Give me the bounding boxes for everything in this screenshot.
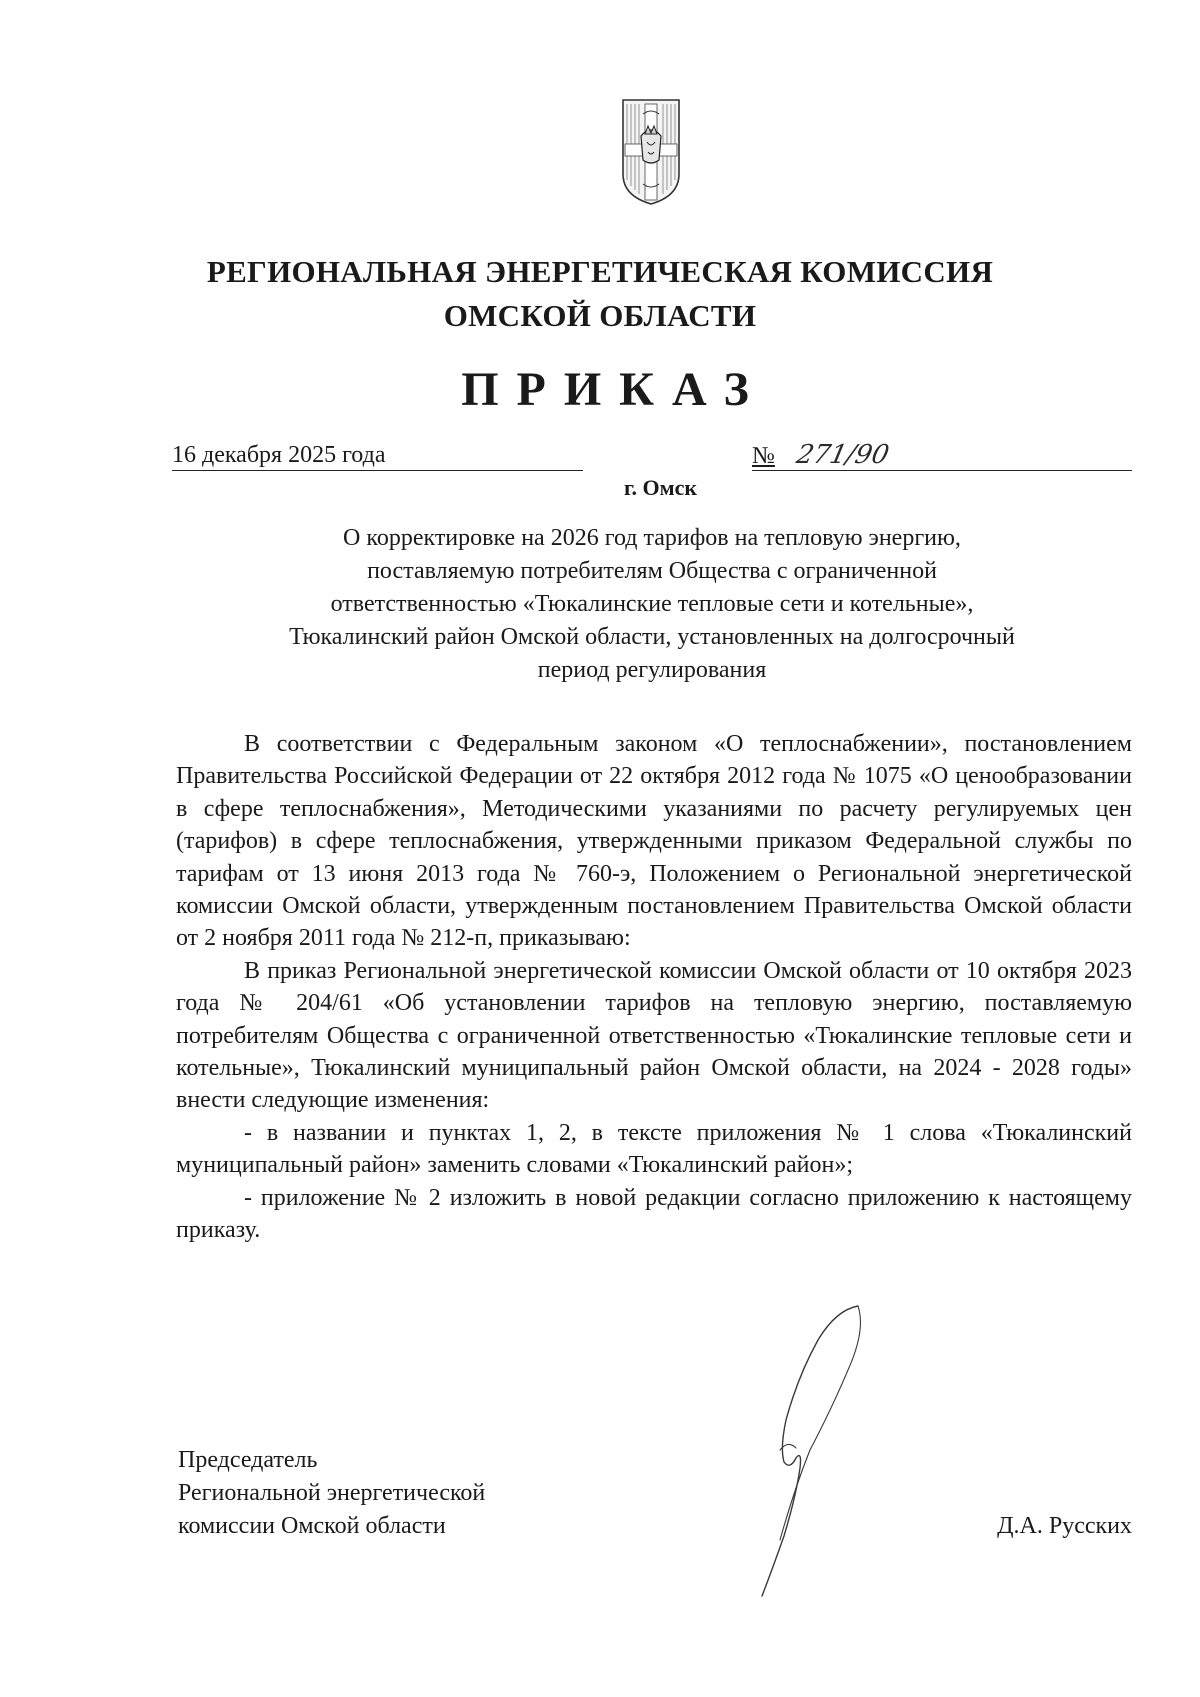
order-body (176, 728, 1132, 1247)
document-type-title: ПРИКАЗ (461, 363, 767, 416)
handwritten-signature (740, 1300, 880, 1600)
subject-line: Тюкалинский район Омской области, установленных на долгосрочный (289, 624, 1015, 650)
coat-of-arms-emblem (619, 96, 683, 208)
signatory-name: Д.А. Русских (997, 1513, 1132, 1539)
subject-line: ответственностью «Тюкалинские тепловые сети и котельные», (330, 591, 974, 617)
signatory-position (178, 1444, 485, 1543)
position-line: комиссии Омской области (178, 1513, 446, 1539)
body-paragraph-change-2: - приложение № 2 изложить в новой редакции согласно приложению к настоящему приказу. (176, 1184, 1132, 1244)
organization-name-line1: РЕГИОНАЛЬНАЯ ЭНЕРГЕТИЧЕСКАЯ КОМИССИЯ (206, 254, 994, 289)
body-paragraph-legal-basis: В соответствии с Федеральным законом «О теплоснабжении», постановлением Правительства Российской Федерации от 22 октября 2012 года № 1075 «О ценообразовании в сфере теплоснабжения», Методическими указаниями по расчету регулируемых цен (тарифов) в сфере теплоснабжения, утвержденными приказом Федеральной службы по тарифам от 13 июня 2013 года № 760-э, Положением о Региональной энергетической комиссии Омской области, утвержденным постановлением Правительства Омской области от 2 ноября 2011 года № 212-п, приказываю: (176, 731, 1132, 952)
order-number-handwritten: 271/90 (793, 440, 892, 470)
position-line: Региональной энергетической (178, 1480, 486, 1506)
organization-name-line2: ОМСКОЙ ОБЛАСТИ (443, 298, 757, 333)
body-paragraph-amendment: В приказ Региональной энергетической комиссии Омской области от 10 октября 2023 года № 204/61 «Об установлении тарифов на тепловую энергию, поставляемую потребителям Общества с ограниченной ответственностью «Тюкалинские тепловые сети и котельные», Тюкалинский муниципальный район Омской области, на 2024 - 2028 годы» внести следующие изменения: (176, 957, 1132, 1114)
city-label: г. Омск (624, 475, 698, 500)
subject-line: О корректировке на 2026 год тарифов на тепловую энергию, (343, 525, 961, 551)
order-subject (172, 522, 1132, 687)
order-date: 16 декабря 2025 года (172, 440, 583, 471)
subject-line: поставляемую потребителям Общества с ограниченной (367, 558, 937, 584)
position-line: Председатель (178, 1447, 318, 1473)
subject-line: период регулирования (537, 657, 767, 683)
body-paragraph-change-1: - в названии и пунктах 1, 2, в тексте приложения № 1 слова «Тюкалинский муниципальный район» заменить словами «Тюкалинский район»; (176, 1119, 1132, 1179)
order-number-field (752, 440, 1132, 471)
number-sign: № (752, 443, 775, 469)
